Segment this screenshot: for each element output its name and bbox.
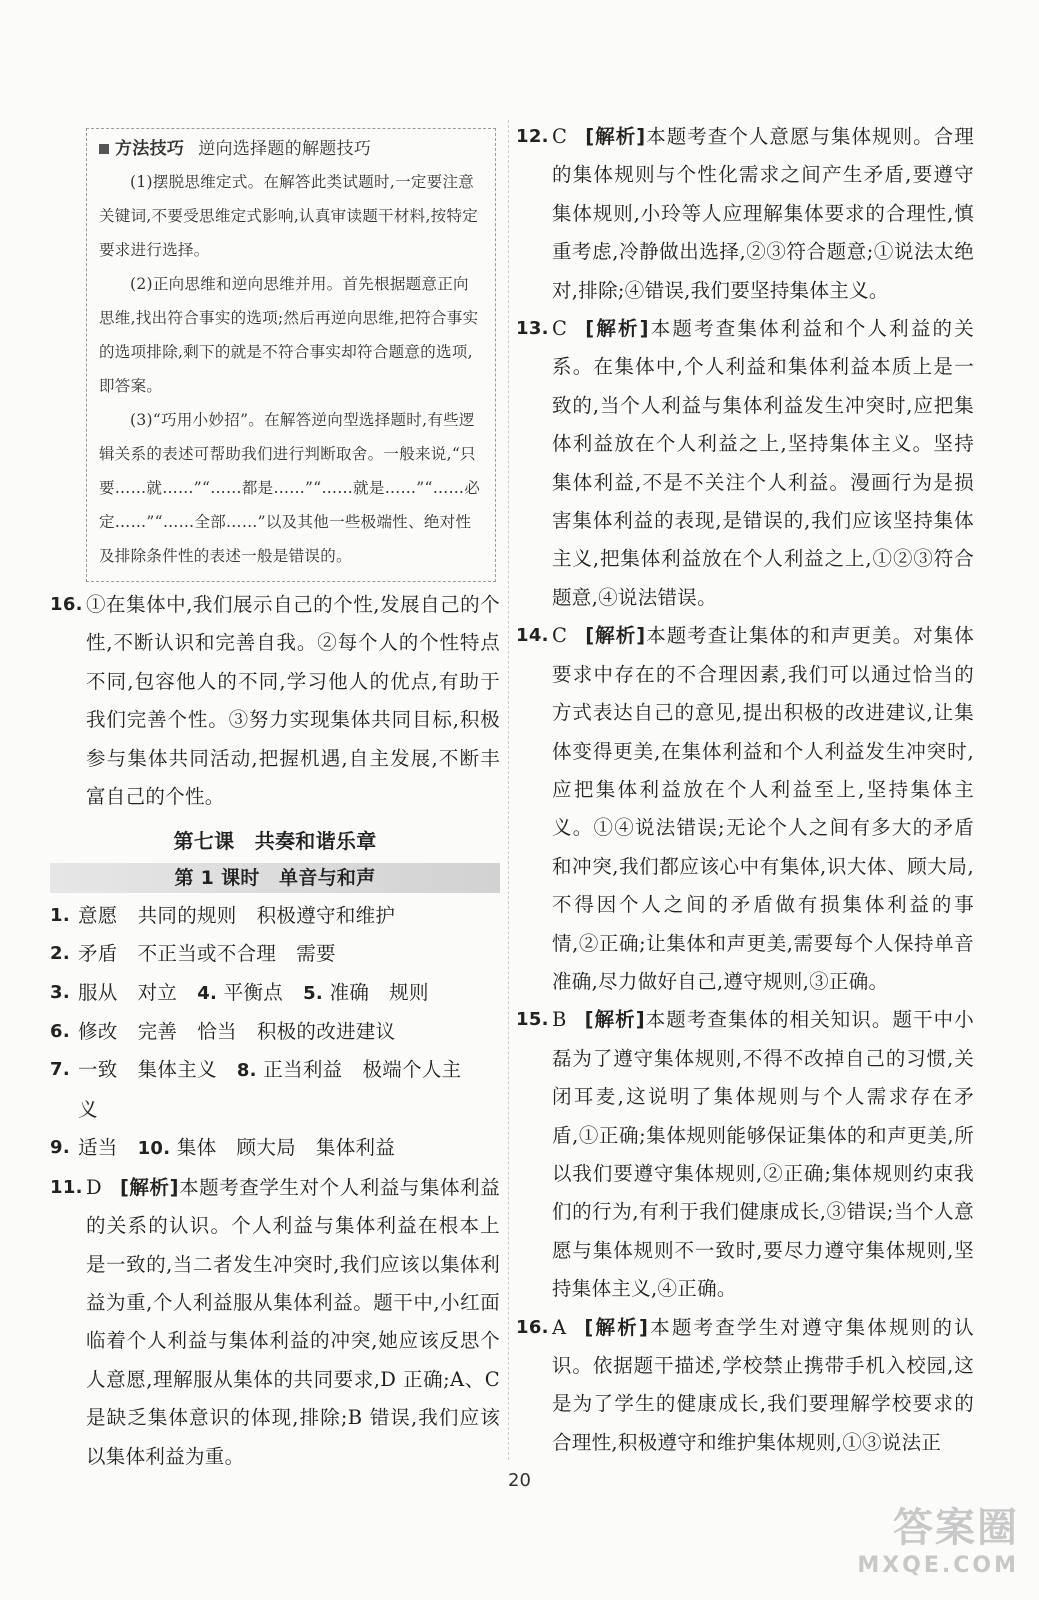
question-number: 8. xyxy=(236,1060,257,1082)
fill-answer: 适当 xyxy=(78,1136,118,1160)
column-divider xyxy=(508,120,509,1460)
question-number: 3. xyxy=(50,981,70,1003)
left-column xyxy=(50,118,500,1476)
analysis-tag: [解析] xyxy=(585,624,646,648)
period-title: 第 1 课时 单音与和声 xyxy=(50,863,500,893)
question-number: 6. xyxy=(50,1021,70,1043)
fill-answer: 规则 xyxy=(389,980,429,1004)
lesson-title: 第七课 共奏和谐乐章 xyxy=(173,829,377,854)
fill-answer: 积极的改进建议 xyxy=(256,1020,396,1044)
question-number: 4. xyxy=(197,982,218,1004)
question-number: 10. xyxy=(137,1138,171,1160)
question-number: 9. xyxy=(50,1137,70,1159)
answer-text: 本题考查让集体的和声更美。对集体要求中存在的不合理因素,我们可以通过恰当的方式表达自己的意见,提出积极的改进建议,让集体变得更美,在集体利益和个人利益发生冲突时,应把集体利益放在个人利益至上,坚持集体主义。①④说法错误;无论个人之间有多大的矛盾和冲突,我们都应该心中有集体,识大体、顾大局,不得因个人之间的矛盾做有损集体利益的事情,②正确;让集体和声更美,需要每个人保持单音准确,尽力做好自己,遵守规则,③正确。 xyxy=(552,624,974,993)
analysis-tag: [解析] xyxy=(119,1175,179,1199)
choice-answer: C xyxy=(552,624,568,648)
tip-paragraph: (1)摆脱思维定式。在解答此类试题时,一定要注意关键词,不要受思维定式影响,认真审读题干材料,按特定要求进行选择。 xyxy=(99,173,479,259)
tip-tag: 方法技巧 xyxy=(115,139,185,159)
choice-answer: B xyxy=(552,1008,567,1032)
fill-answer: 集体利益 xyxy=(315,1136,396,1160)
fill-answer: 一致 xyxy=(78,1058,118,1082)
choice-answer: A xyxy=(552,1315,567,1339)
tip-paragraph: (3)“巧用小妙招”。在解答逆向型选择题时,有些逻辑关系的表述可帮助我们进行判断取舍。一般来说,“只要……就……”“……都是……”“……就是……”“……必定……”“……全部……”以及其他一些极端性、绝对性及排除条件性的表述一般是错误的。 xyxy=(99,411,481,565)
fill-answer: 服从 xyxy=(78,980,118,1004)
watermark-line-1: 答案圈 xyxy=(893,1505,1019,1551)
fill-answer: 意愿 xyxy=(78,903,118,927)
question-number: 5. xyxy=(303,982,324,1004)
answer-item-15 xyxy=(516,1001,974,1308)
tip-paragraph: (2)正向思维和逆向思维并用。首先根据题意正向思维,找出符合事实的选项;然后再逆向思维,把符合事实的选项排除,剩下的就是不符合事实却符合题意的选项,即答案。 xyxy=(99,275,479,395)
analysis-tag: [解析] xyxy=(585,125,646,148)
fill-answer-3-5 xyxy=(50,974,500,1013)
choice-answer: C xyxy=(552,125,568,148)
answer-text: 本题考查学生对个人利益与集体利益的关系的认识。个人利益与集体利益在根本上是一致的,当二者发生冲突时,我们应该以集体利益为重,个人利益服从集体利益。题干中,小红面临着个人利益与集体利益的冲突,她应该反思个人意愿,理解服从集体的共同要求,D 正确;A、C 是缺乏集体意识的体现,排除;B 错误,我们应该以集体利益为重。 xyxy=(86,1175,500,1468)
answer-item-14 xyxy=(516,617,974,1001)
analysis-tag: [解析] xyxy=(585,317,649,341)
fill-answer-2 xyxy=(50,935,500,973)
page-number: 20 xyxy=(508,1470,531,1491)
fill-answer: 积极遵守和维护 xyxy=(256,903,396,927)
question-number: 16. xyxy=(516,1316,549,1338)
question-number: 11. xyxy=(50,1176,83,1198)
answer-text: 本题考查个人意愿与集体规则。合理的集体规则与个性化需求之间产生矛盾,要遵守集体规则,小玲等人应理解集体要求的合理性,慎重考虑,冷静做出选择,②③符合题意;①说法太绝对,排除;④错误,我们要坚持集体主义。 xyxy=(552,125,974,302)
fill-answer: 需要 xyxy=(296,942,336,966)
question-number: 12. xyxy=(516,126,549,147)
fill-answer: 集体主义 xyxy=(137,1058,217,1082)
fill-answer: 完善 xyxy=(137,1020,178,1044)
fill-answer: 不正当或不合理 xyxy=(137,942,277,966)
answer-text: 本题考查学生对遵守集体规则的认识。依据题干描述,学校禁止携带手机入校园,这是为了学生的健康成长,我们要理解学校要求的合理性,积极遵守和维护集体规则,①③说法正 xyxy=(552,1315,974,1454)
fill-answer-7-8 xyxy=(50,1051,500,1129)
fill-answer-6 xyxy=(50,1013,500,1051)
fill-answer: 极端个人主义 xyxy=(78,1058,462,1121)
fill-answer: 修改 xyxy=(78,1020,118,1044)
choice-answer: C xyxy=(552,317,568,341)
question-number: 15. xyxy=(516,1009,549,1031)
fill-answer: 矛盾 xyxy=(78,942,118,966)
question-number: 7. xyxy=(50,1059,70,1081)
answer-item-16-left xyxy=(50,586,500,816)
fill-answer: 共同的规则 xyxy=(137,903,237,927)
question-number: 1. xyxy=(50,904,70,926)
answer-text: 本题考查集体的相关知识。题干中小磊为了遵守集体规则,不得不改掉自己的习惯,关闭耳麦,这说明了集体规则与个人需求存在矛盾,①正确;集体规则能够保证集体的和声更美,所以我们要遵守集体规则,②正确;集体规则约束我们的行为,有利于我们健康成长,③错误;当个人意愿与集体规则不一致时,要尽力遵守集体规则,坚持集体主义,④正确。 xyxy=(552,1008,974,1301)
question-number: 13. xyxy=(516,318,549,340)
fill-answer: 准确 xyxy=(329,980,370,1004)
fill-answer: 顾大局 xyxy=(236,1136,296,1160)
analysis-tag: [解析] xyxy=(584,1315,649,1339)
fill-answer-9-10 xyxy=(50,1129,500,1168)
method-tip-box xyxy=(86,128,496,582)
answer-item-11 xyxy=(50,1169,500,1476)
fill-answer: 对立 xyxy=(137,980,178,1004)
answer-text: 本题考查集体利益和个人利益的关系。在集体中,个人利益和集体利益本质上是一致的,当个人利益与集体利益发生冲突时,应把集体利益放在个人利益之上,坚持集体主义。坚持集体利益,不是不关注个人利益。漫画行为是损害集体利益的表现,是错误的,我们应该坚持集体主义,把集体利益放在个人利益之上,①②③符合题意,④说法错误。 xyxy=(552,317,974,609)
square-bullet-icon xyxy=(99,144,109,154)
fill-answer-1 xyxy=(50,897,500,935)
fill-answer: 平衡点 xyxy=(223,980,284,1004)
answer-text: ①在集体中,我们展示自己的个性,发展自己的个性,不断认识和完善自我。②每个人的个性特点不同,包容他人的不同,学习他人的优点,有助于我们完善个性。③努力实现集体共同目标,积极参与集体共同活动,把握机遇,自主发展,不断丰富自己的个性。 xyxy=(86,593,500,809)
analysis-tag: [解析] xyxy=(584,1008,645,1032)
fill-answer: 正当利益 xyxy=(263,1058,343,1082)
tip-title: 逆向选择题的解题技巧 xyxy=(198,139,372,159)
watermark-logo xyxy=(839,1496,1019,1586)
fill-answer: 集体 xyxy=(176,1136,217,1160)
fill-answer: 恰当 xyxy=(197,1020,237,1044)
answer-item-16-right xyxy=(516,1309,974,1463)
watermark-line-2: MXQE.COM xyxy=(857,1553,1019,1578)
right-column xyxy=(516,118,974,1462)
answer-item-12 xyxy=(516,118,974,310)
question-number: 14. xyxy=(516,625,549,647)
choice-answer: D xyxy=(86,1175,102,1199)
question-number: 2. xyxy=(50,943,70,965)
question-number: 16. xyxy=(50,594,83,615)
tip-header xyxy=(99,135,483,163)
answer-item-13 xyxy=(516,310,974,617)
